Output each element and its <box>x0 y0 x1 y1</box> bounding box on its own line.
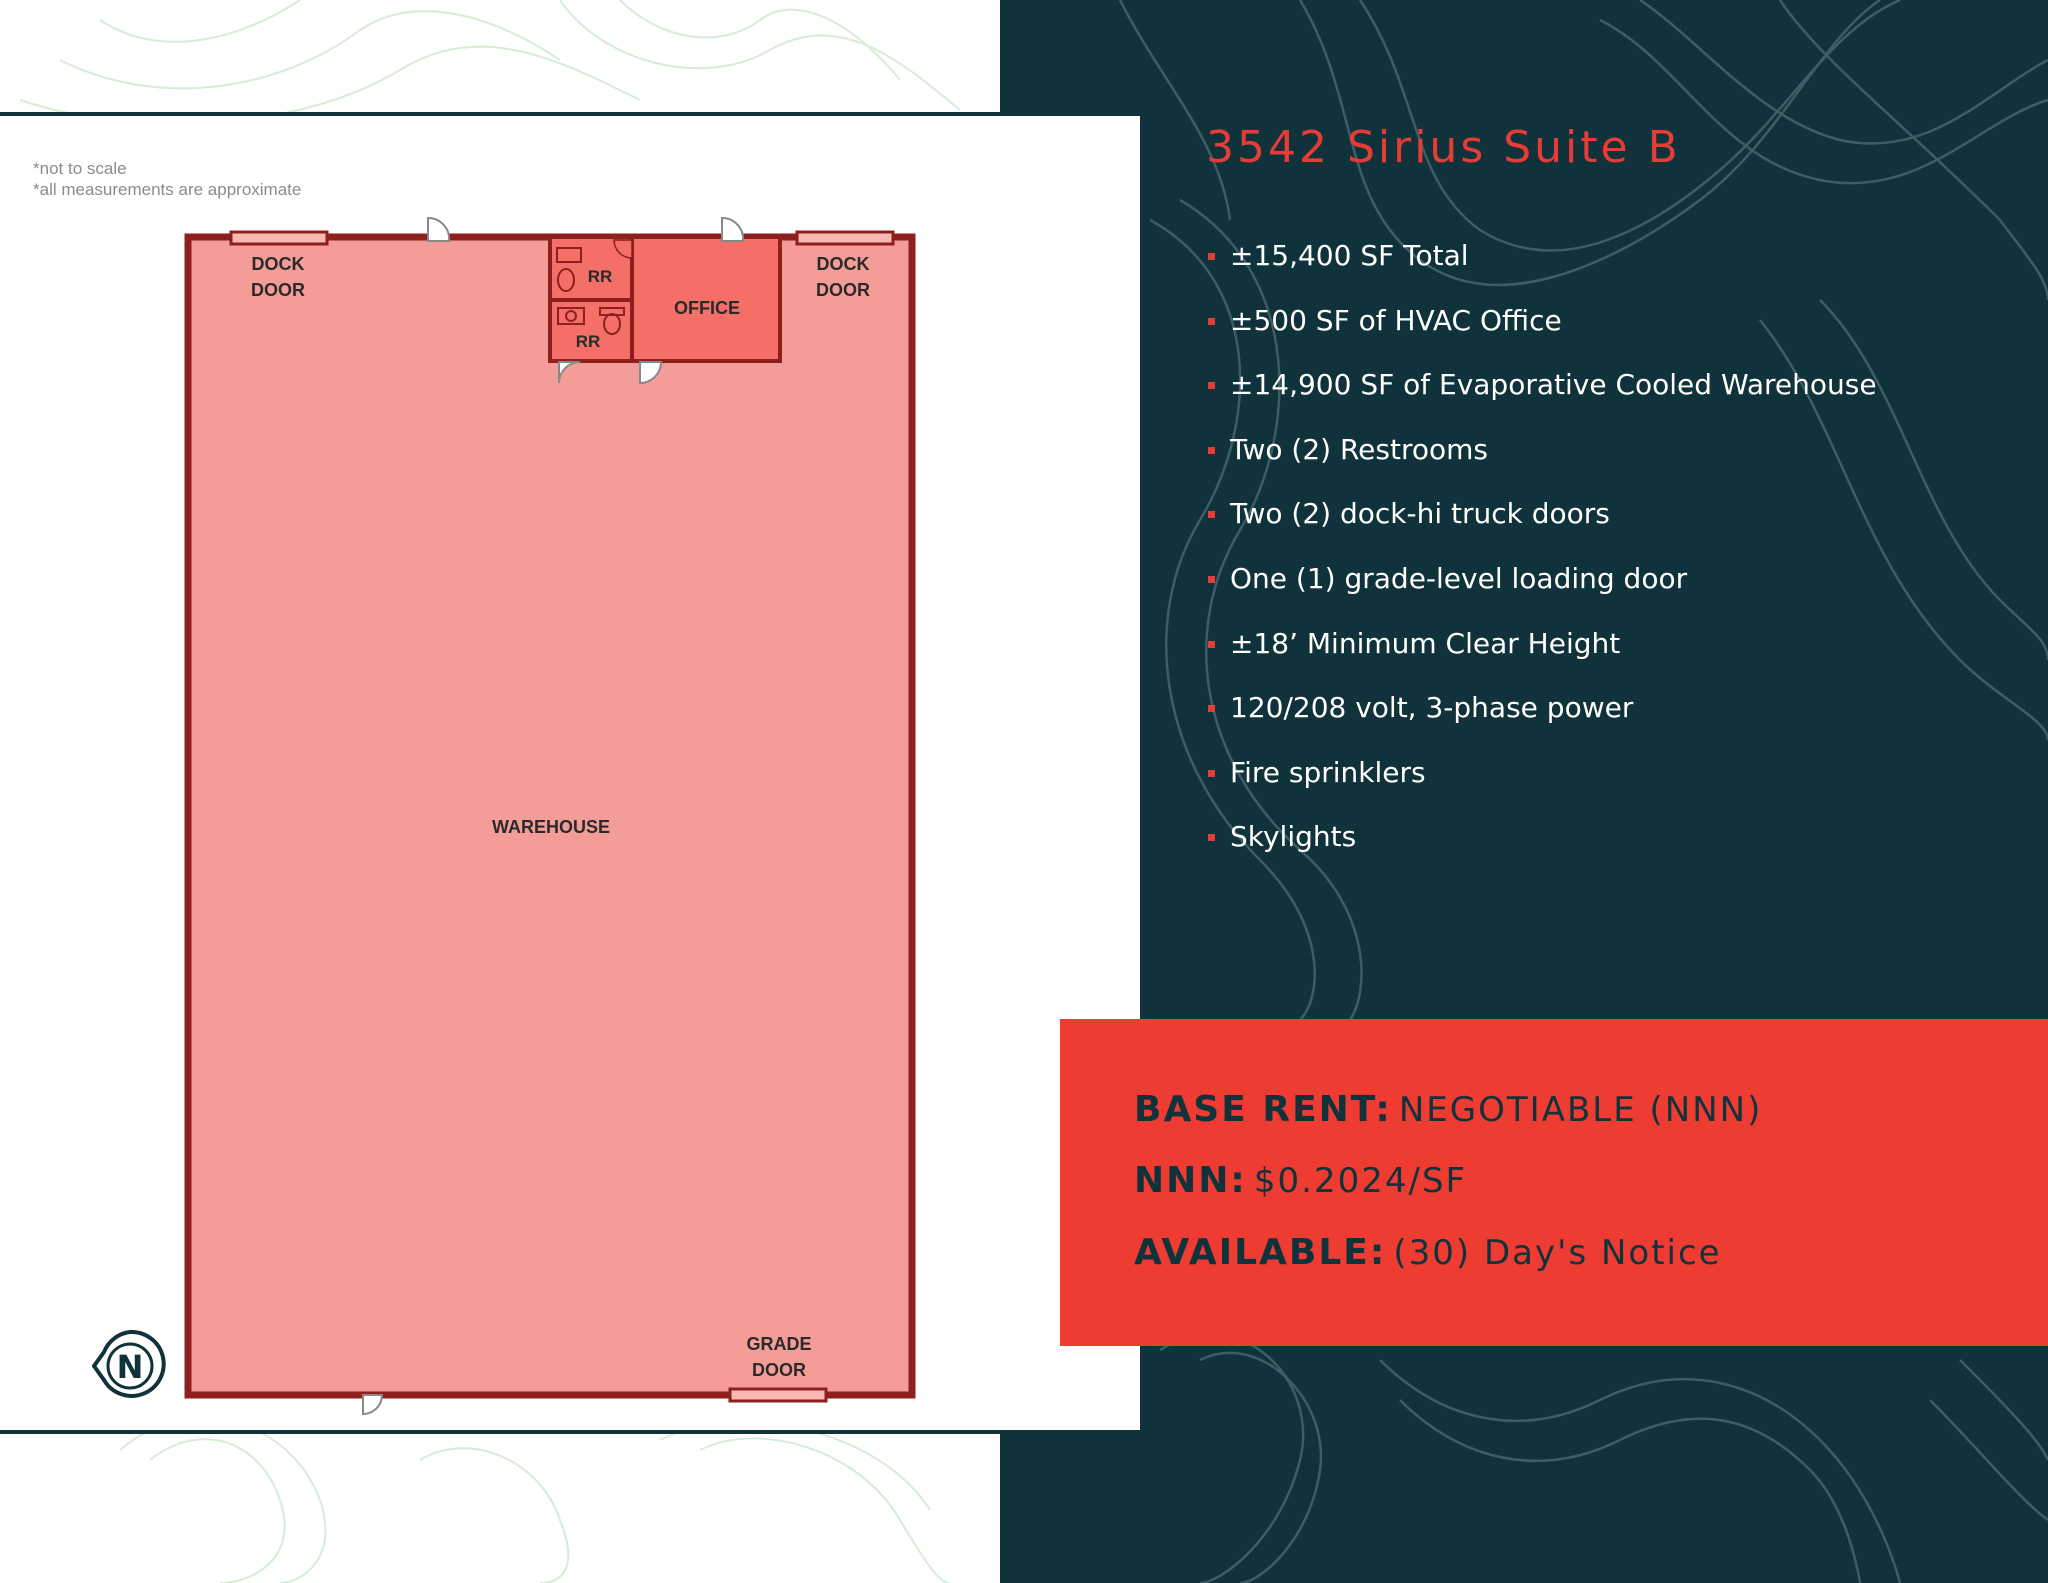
feature-item <box>1208 236 1877 301</box>
note-not-to-scale: *not to scale <box>33 159 127 178</box>
warehouse-label: WAREHOUSE <box>491 817 611 837</box>
grade-door-label-1: GRADE <box>746 1334 812 1354</box>
bullet-icon <box>1208 511 1215 518</box>
bullet-icon <box>1208 641 1215 648</box>
feature-text: ±18’ Minimum Clear Height <box>1230 626 1621 660</box>
top-door-left-swing <box>428 218 449 241</box>
available-value: (30) Day's Notice <box>1393 1233 1722 1273</box>
dock-door-right <box>797 232 893 244</box>
dock-door-left-label-1: DOCK <box>251 254 305 274</box>
feature-item <box>1208 817 1877 882</box>
feature-item <box>1208 559 1877 624</box>
feature-text: Skylights <box>1230 820 1357 854</box>
property-title: 3542 Sirius Suite B <box>1206 122 1681 173</box>
feature-item <box>1208 753 1877 818</box>
grade-door <box>730 1389 826 1401</box>
feature-text: Two (2) Restrooms <box>1230 432 1488 466</box>
bullet-icon <box>1208 382 1215 389</box>
bullet-icon <box>1208 705 1215 712</box>
base-rent-line <box>1134 1089 1762 1130</box>
nnn-line <box>1134 1160 1467 1201</box>
nnn-value: $0.2024/SF <box>1253 1161 1468 1201</box>
nnn-label: NNN: <box>1134 1160 1247 1201</box>
feature-list <box>1208 236 1877 882</box>
feature-item <box>1208 365 1877 430</box>
available-line <box>1134 1232 1722 1273</box>
available-label: AVAILABLE: <box>1134 1232 1387 1273</box>
dock-door-right-label-1: DOCK <box>816 254 870 274</box>
bullet-icon <box>1208 834 1215 841</box>
bullet-icon <box>1208 318 1215 325</box>
bullet-icon <box>1208 253 1215 260</box>
base-rent-label: BASE RENT: <box>1134 1089 1392 1130</box>
feature-item <box>1208 430 1877 495</box>
restroom-top-label: RR <box>587 267 613 286</box>
dock-door-left <box>231 232 327 244</box>
feature-text: One (1) grade-level loading door <box>1230 561 1688 595</box>
feature-text: ±500 SF of HVAC Office <box>1230 303 1562 337</box>
office-label: OFFICE <box>674 298 740 318</box>
feature-text: ±15,400 SF Total <box>1230 239 1469 272</box>
north-compass-icon <box>92 1328 168 1404</box>
restroom-bottom-label: RR <box>575 332 601 351</box>
bullet-icon <box>1208 770 1215 777</box>
rent-info-box <box>1060 1019 2048 1346</box>
feature-item <box>1208 301 1877 366</box>
dock-door-right-label-2: DOOR <box>816 280 870 300</box>
compass-letter: N <box>116 1348 144 1386</box>
dock-door-left-label-2: DOOR <box>251 280 305 300</box>
grade-door-label-2: DOOR <box>752 1360 806 1380</box>
feature-item <box>1208 624 1877 689</box>
base-rent-value: NEGOTIABLE (NNN) <box>1398 1090 1763 1130</box>
feature-text: Fire sprinklers <box>1230 755 1426 789</box>
bullet-icon <box>1208 576 1215 583</box>
feature-text: 120/208 volt, 3-phase power <box>1230 691 1634 725</box>
feature-item <box>1208 494 1877 559</box>
note-approximate: *all measurements are approximate <box>33 180 302 199</box>
bottom-door-swing <box>363 1395 382 1414</box>
feature-text: ±14,900 SF of Evaporative Cooled Warehouse <box>1230 368 1877 402</box>
feature-text: Two (2) dock-hi truck doors <box>1230 497 1610 531</box>
warehouse-area <box>188 237 912 1395</box>
bullet-icon <box>1208 447 1215 454</box>
feature-item <box>1208 688 1877 753</box>
top-door-right-swing <box>722 218 743 241</box>
